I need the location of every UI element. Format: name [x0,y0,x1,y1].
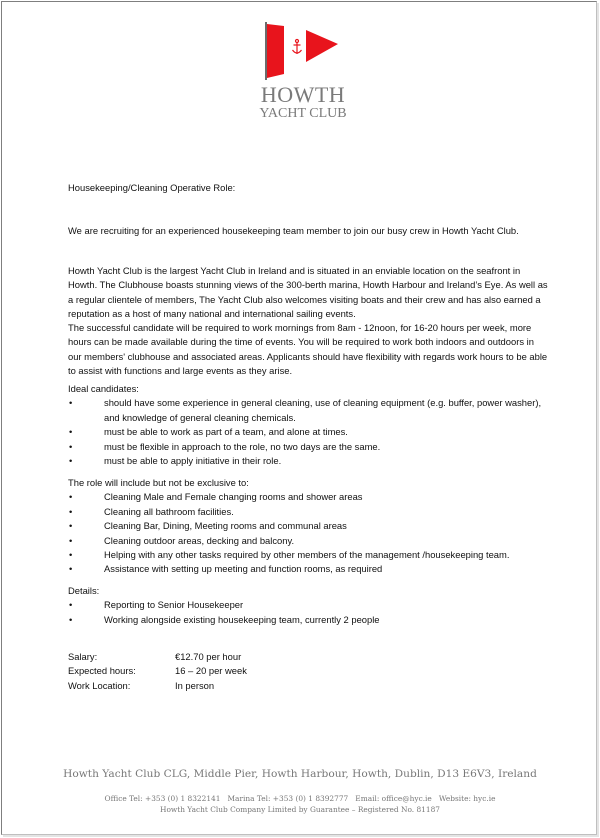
list-item: • Cleaning Male and Female changing rooms and shower areas [68,490,548,504]
document-heading: Housekeeping/Cleaning Operative Role: [68,182,236,193]
role-label: The role will include but not be exclusive to: [68,477,249,488]
salary-value: €12.70 per hour [175,651,242,662]
location-label: Work Location: [68,679,131,691]
hours-row [68,664,368,678]
ideal-candidates-list [68,396,548,468]
list-item: • Cleaning outdoor areas, decking and balcony. [68,534,548,548]
bullet-icon: • [69,549,73,561]
list-item: • Cleaning Bar, Dining, Meeting rooms and communal areas [68,519,548,533]
bullet-icon: • [69,613,73,625]
bullet-icon: • [69,491,73,503]
location-value: In person [175,679,215,691]
details-label: Details: [68,585,100,596]
bullet-icon: • [69,455,73,467]
intro-paragraph: We are recruiting for an experienced housekeeping team member to join our busy crew in Howth Yacht Club. [68,225,519,236]
list-item: • must be able to work as part of a team, and alone at times. [68,425,548,439]
bullet-icon: • [69,397,73,409]
bullet-icon: • [69,534,73,546]
list-item: • should have some experience in general cleaning, use of cleaning equipment (e.g. buffer, power washer), and knowledge of general cleaning chemicals. [69,397,542,423]
red-pennant-flag [306,30,338,62]
list-item: • must be able to apply initiative in their role. [68,454,548,468]
bullet-icon: • [69,599,73,611]
hours-label: Expected hours: [68,665,136,677]
salary-row [68,650,368,664]
footer-address: Howth Yacht Club CLG, Middle Pier, Howth Harbour, Howth, Dublin, D13 E6V3, Ireland [63,768,537,780]
details-list [68,598,548,627]
flagpole [265,22,267,80]
role-section [68,476,548,577]
red-flag-rectangular [267,24,284,78]
footer-registration: Howth Yacht Club Company Limited by Guarantee – Registered No. 81187 [160,805,440,814]
ideal-candidates-label: Ideal candidates: [68,383,139,394]
hours-value: 16 – 20 per week [175,665,247,677]
list-item: • Reporting to Senior Housekeeper [68,598,548,612]
anchor-icon [293,40,302,55]
location-row [68,679,368,693]
bullet-icon: • [69,505,73,517]
job-summary [68,650,368,693]
bullet-icon: • [69,426,73,438]
list-item: • Assistance with setting up meeting and function rooms, as required [68,562,548,576]
logo-title: HOWTH [260,82,346,107]
bullet-icon: • [69,520,73,532]
footer-contact: Office Tel: +353 (0) 1 8322141 Marina Tel: +353 (0) 1 8392777 Email: office@hyc.ie Website: hyc.ie [104,794,496,803]
salary-label: Salary: [68,651,98,662]
requirements-paragraph: The successful candidate will be required to work mornings from 8am - 12noon, for 16-20 hours per week, more hours can be made available during the time of events. You will be required to work both indoors and outdoors in our members' clubhouse and associated areas. Applicants should have flexibility with regards work hours to be able to assist with functions and large events as they arise. [68,322,548,377]
list-item: • Helping with any other tasks required by other members of the management /housekeeping team. [68,548,548,562]
bullet-icon: • [69,563,73,575]
document-page [1,1,597,835]
list-item: • Working alongside existing housekeeping team, currently 2 people [68,613,548,627]
bullet-icon: • [69,440,73,452]
role-list [68,490,548,576]
list-item: • must be flexible in approach to the role, no two days are the same. [68,440,548,454]
logo-subtitle: YACHT CLUB [259,106,347,121]
list-item: • Cleaning all bathroom facilities. [68,505,548,519]
ideal-candidates-section [68,382,548,468]
details-section [68,584,548,627]
about-paragraph: Howth Yacht Club is the largest Yacht Club in Ireland and is situated in an enviable location on the seafront in Howth. The Clubhouse boasts stunning views of the 300-berth marina, Howth Harbour and Ireland’s Eye. As well as a regular clientele of members, The Yacht Club also welcomes visiting boats and their crew and has also earned a reputation as a host of many national and international sailing events. [68,265,548,320]
